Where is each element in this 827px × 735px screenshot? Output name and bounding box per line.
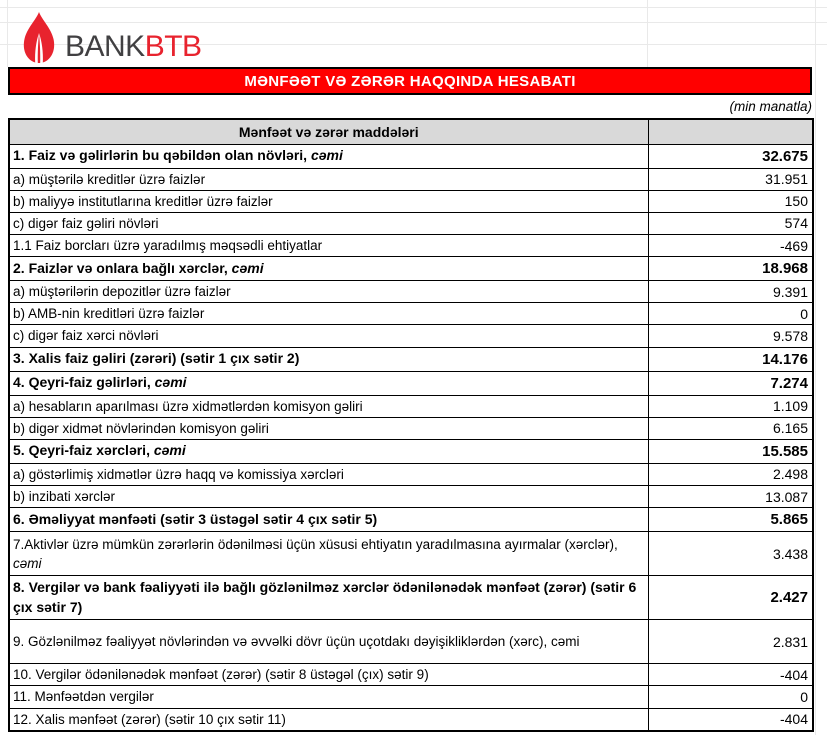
table-row — [9, 576, 813, 620]
row-label — [9, 212, 648, 234]
table-row — [9, 439, 813, 463]
row-label-text: b) inzibati xərclər — [13, 489, 116, 505]
row-value: 9.578 — [648, 325, 813, 347]
gridline-horizontal — [0, 7, 827, 8]
table-row — [9, 532, 813, 576]
row-label — [9, 417, 648, 439]
row-label-text: a) göstərlimiş xidmətlər üzrə haqq və komissiya xərcləri — [13, 466, 344, 482]
row-label — [9, 576, 648, 620]
row-label-text: a) hesabların aparılması üzrə xidmətlərdən komisyon gəliri — [13, 398, 363, 414]
flame-icon — [20, 12, 58, 63]
row-label-text: 12. Xalis mənfəət (zərər) (sətir 10 çıx sətir 11) — [13, 711, 286, 727]
row-label — [9, 234, 648, 256]
row-label-text: b) digər xidmət növlərindən komisyon gəliri — [13, 420, 269, 436]
row-value: 1.109 — [648, 395, 813, 417]
row-label — [9, 686, 648, 708]
table-row — [9, 190, 813, 212]
row-value: 5.865 — [648, 508, 813, 532]
row-label — [9, 395, 648, 417]
row-value: 7.274 — [648, 371, 813, 395]
row-label — [9, 257, 648, 281]
row-label — [9, 347, 648, 371]
row-label — [9, 439, 648, 463]
row-label-suffix: cəmi — [153, 442, 186, 459]
row-label — [9, 144, 648, 168]
gridline-vertical — [647, 0, 648, 67]
row-label-text: 7.Aktivlər üzrə mümkün zərərlərin ödənilməsi üçün xüsusi ehtiyatın yaradılmasına ayırmalar (xərclər), — [13, 536, 618, 552]
row-value: 31.951 — [648, 168, 813, 190]
row-label — [9, 486, 648, 508]
row-label-text: 11. Mənfəətdən vergilər — [13, 689, 154, 705]
row-value: -404 — [648, 708, 813, 731]
row-label-text: 6. Əməliyyat mənfəəti (sətir 3 üstəgəl sətir 4 çıx sətir 5) — [13, 510, 378, 527]
table-row — [9, 212, 813, 234]
logo-text — [65, 32, 202, 63]
row-value: 18.968 — [648, 257, 813, 281]
row-label-text: c) digər faiz gəliri növləri — [13, 215, 159, 231]
row-label — [9, 664, 648, 686]
bank-logo — [20, 12, 202, 63]
row-value: 32.675 — [648, 144, 813, 168]
table-row — [9, 686, 813, 708]
row-value: 6.165 — [648, 417, 813, 439]
logo-text-bank: BANK — [65, 30, 145, 63]
row-label-suffix: cəmi — [13, 555, 42, 571]
row-value: 0 — [648, 303, 813, 325]
table-row — [9, 417, 813, 439]
row-label-text: a) müştərilərin depozitlər üzrə faizlər — [13, 284, 231, 300]
table-row — [9, 234, 813, 256]
row-label-text: 9. Gözlənilməz fəaliyyət növlərindən və əvvəlki dövr üçün uçotdakı dəyişikliklərdən (xərc), cəmi — [13, 634, 580, 650]
table-row — [9, 664, 813, 686]
row-value: 2.831 — [648, 620, 813, 664]
profit-loss-table — [8, 118, 814, 732]
row-label — [9, 281, 648, 303]
gridline-vertical — [815, 0, 816, 735]
table-row — [9, 168, 813, 190]
row-label-text: 8. Vergilər və bank fəaliyyəti ilə bağlı gözlənilməz xərclər ödənilənədək mənfəət (zərər) (sətir 6 çıx sətir 7) — [13, 578, 637, 615]
row-label-text: 1.1 Faiz borcları üzrə yaradılmış məqsədli ehtiyatlar — [13, 237, 323, 253]
row-label-text: b) maliyyə institutlarına kreditlər üzrə faizlər — [13, 193, 273, 209]
table-row — [9, 508, 813, 532]
row-label — [9, 508, 648, 532]
table-row — [9, 303, 813, 325]
row-value: 14.176 — [648, 347, 813, 371]
row-label-text: b) AMB-nin kreditləri üzrə faizlər — [13, 306, 205, 322]
row-label-text: 4. Qeyri-faiz gəlirləri, — [13, 374, 155, 391]
row-value: 3.438 — [648, 532, 813, 576]
report-title: MƏNFƏƏT VƏ ZƏRƏR HAQQINDA HESABATI — [244, 72, 576, 90]
logo-text-btb: BTB — [144, 30, 202, 63]
row-label-text: a) müştərilə kreditlər üzrə faizlər — [13, 171, 206, 187]
row-label — [9, 371, 648, 395]
row-value: -469 — [648, 234, 813, 256]
table-header-label: Mənfəət və zərər maddələri — [9, 119, 648, 144]
row-label-suffix: cəmi — [310, 147, 343, 164]
table-row — [9, 486, 813, 508]
row-label-text: c) digər faiz xərci növləri — [13, 328, 159, 344]
row-label — [9, 532, 648, 576]
row-label — [9, 708, 648, 731]
row-label-text: 5. Qeyri-faiz xərcləri, — [13, 442, 154, 459]
row-value: 9.391 — [648, 281, 813, 303]
unit-note: (min manatla) — [729, 99, 812, 114]
table-row — [9, 395, 813, 417]
row-value: -404 — [648, 664, 813, 686]
gridline-vertical — [7, 0, 8, 67]
row-label — [9, 620, 648, 664]
table-row — [9, 463, 813, 485]
table-row — [9, 371, 813, 395]
row-value: 150 — [648, 190, 813, 212]
row-label-suffix: cəmi — [231, 259, 264, 276]
row-label-text: 10. Vergilər ödənilənədək mənfəət (zərər) (sətir 8 üstəgəl (çıx) sətir 9) — [13, 667, 429, 683]
table-row — [9, 347, 813, 371]
table-row — [9, 708, 813, 731]
row-value: 574 — [648, 212, 813, 234]
table-row — [9, 281, 813, 303]
row-label-text: 3. Xalis faiz gəliri (zərəri) (sətir 1 çıx sətir 2) — [13, 350, 300, 367]
row-label — [9, 463, 648, 485]
row-value: 15.585 — [648, 439, 813, 463]
row-value: 2.427 — [648, 576, 813, 620]
row-label-suffix: cəmi — [154, 374, 187, 391]
table-header-row — [9, 119, 813, 144]
row-label — [9, 168, 648, 190]
table-row — [9, 257, 813, 281]
table-row — [9, 620, 813, 664]
table-row — [9, 325, 813, 347]
row-label-text: 1. Faiz və gəlirlərin bu qəbildən olan növləri, — [13, 147, 311, 164]
row-value: 2.498 — [648, 463, 813, 485]
row-value: 0 — [648, 686, 813, 708]
row-label — [9, 303, 648, 325]
table-header-value-cell — [648, 119, 813, 144]
row-label — [9, 325, 648, 347]
row-label-text: 2. Faizlər və onlara bağlı xərclər, — [13, 259, 232, 276]
table-row — [9, 144, 813, 168]
row-label — [9, 190, 648, 212]
row-value: 13.087 — [648, 486, 813, 508]
report-title-bar — [8, 67, 812, 95]
